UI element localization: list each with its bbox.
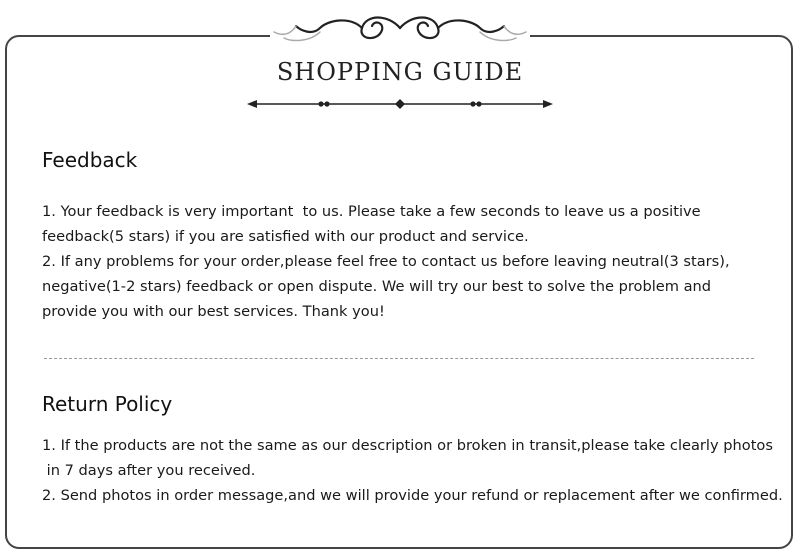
section-divider — [44, 358, 754, 359]
return-policy-text — [42, 433, 783, 508]
return-policy-line: 2. Send photos in order message,and we will provide your refund or replacement after we confirmed. — [42, 487, 783, 504]
feedback-line: 1. Your feedback is very important to us. Please take a few seconds to leave us a positive — [42, 203, 701, 220]
return-policy-line: in 7 days after you received. — [42, 462, 256, 479]
page-title: SHOPPING GUIDE — [276, 58, 524, 86]
feedback-line: provide you with our best services. Thank you! — [42, 303, 385, 320]
flourish-ornament-icon — [270, 8, 530, 48]
return-policy-heading: Return Policy — [42, 392, 173, 416]
feedback-line: 2. If any problems for your order,please feel free to contact us before leaving neutral(3 stars), — [42, 253, 730, 270]
arrow-divider-icon — [245, 96, 555, 112]
feedback-line: negative(1-2 stars) feedback or open dispute. We will try our best to solve the problem and — [42, 278, 712, 295]
feedback-line: feedback(5 stars) if you are satisfied with our product and service. — [42, 228, 529, 245]
feedback-heading: Feedback — [42, 148, 138, 172]
feedback-text — [42, 199, 772, 324]
return-policy-line: 1. If the products are not the same as our description or broken in transit,please take clearly photos — [42, 437, 773, 454]
